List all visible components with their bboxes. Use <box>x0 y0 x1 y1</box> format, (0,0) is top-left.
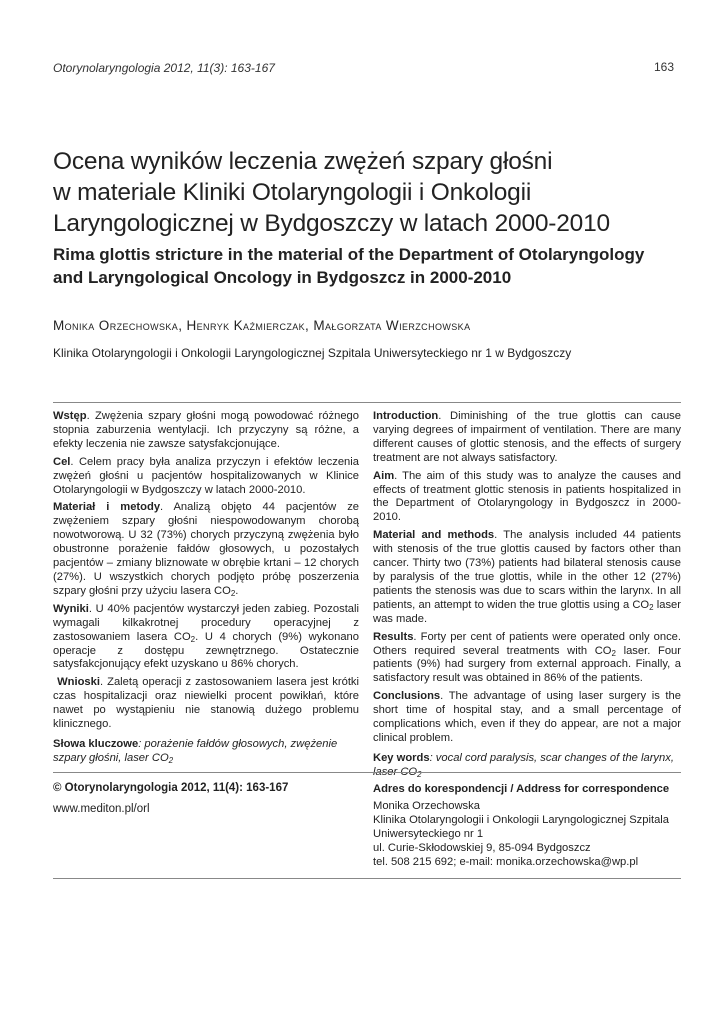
correspondence-line: Monika Orzechowska <box>373 800 480 812</box>
abstract-en-intro <box>373 410 681 466</box>
page-number: 163 <box>653 60 674 74</box>
title-polish <box>53 146 693 239</box>
keywords-label: Słowa kluczowe <box>53 737 139 750</box>
title-english <box>53 243 693 289</box>
section-label: Introduction <box>373 410 439 422</box>
subscript: 2 <box>190 634 196 644</box>
title-english-line: and Laryngological Oncology in Bydgoszcz in 2000-2010 <box>53 268 512 287</box>
subscript: 2 <box>417 769 422 779</box>
section-label: Results <box>373 630 414 643</box>
correspondence-line: Uniwersyteckiego nr 1 <box>373 828 484 840</box>
section-text: . Zaletą operacji z zastosowaniem lasera jest krótki czas hospitalizacji oraz niewielki procent powikłań, które nawet po wystąpieniu nie stanowią dużego problemu klinicznego. <box>53 676 360 731</box>
abstract-pl-methods <box>53 501 359 598</box>
section-text: . Diminishing of the true glottis can cause varying degrees of impairment of ventilation. There are many different causes of glottic stenosis, and the effects of surgery treatment are not always satisfactory. <box>373 410 681 464</box>
abstract-en-keywords <box>373 752 681 780</box>
section-text: . The advantage of using laser surgery is the short time of hospital stay, and a small percentage of complications which, even if they do appear, are not a major clinical problem. <box>373 690 681 744</box>
abstract-polish <box>53 410 359 770</box>
keywords-text: : vocal cord paralysis, scar changes of the larynx, laser CO <box>373 751 674 778</box>
abstract-pl-keywords <box>53 738 359 766</box>
authors: Monika Orzechowska, Henryk Kaźmierczak, Małgorzata Wierzchowska <box>53 318 471 333</box>
abstract-pl-aim <box>53 456 359 498</box>
title-english-line: Rima glottis stricture in the material of the Department of Otolaryngology <box>53 245 645 264</box>
divider-top <box>53 402 681 403</box>
section-text: laser was made. <box>373 598 681 625</box>
section-text: . U 40% pacjentów wystarczył jeden zabieg. Pozostali wymagali kilkakrotnej procedury operacyjnej z zastosowaniem lasera CO <box>53 602 359 643</box>
copyright: © Otorynolaryngologia 2012, 11(4): 163-167 <box>53 782 289 794</box>
correspondence-heading: Adres do korespondencji / Address for correspondence <box>373 783 670 795</box>
correspondence-email[interactable]: tel. 508 215 692; e-mail: monika.orzechowska@wp.pl <box>373 856 639 868</box>
abstract-pl-intro <box>53 410 359 452</box>
correspondence-line: Klinika Otolaryngologii i Onkologii Laryngologicznej Szpitala <box>373 814 670 826</box>
section-text: laser. Four patients (9%) had surgery from external approach. Finally, a satisfactory result was obtained in 86% of the patients. <box>373 644 681 685</box>
abstract-en-methods <box>373 529 681 626</box>
subscript: 2 <box>230 588 236 598</box>
keywords-label: Key words <box>373 751 430 764</box>
section-text: . U 4 chorych (9%) wykonano operacje z dostępu zewnętrznego. Ostatecznie satysfakcjonujący efekt uzyskano u 86% chorych. <box>53 630 359 671</box>
journal-reference: Otorynolaryngologia 2012, 11(3): 163-167 <box>53 61 275 75</box>
abstract-pl-results <box>53 603 359 673</box>
website-link[interactable]: www.mediton.pl/orl <box>53 803 150 815</box>
title-polish-line: w materiale Kliniki Otolaryngologii i Onkologii <box>53 179 532 206</box>
section-text: . Forty per cent of patients were operated only once. Others required several treatments with CO <box>373 630 681 657</box>
subscript: 2 <box>649 602 654 612</box>
section-label: Materiał i metody <box>53 501 161 514</box>
abstract-english <box>373 410 681 784</box>
section-label: Wyniki <box>53 602 89 615</box>
abstract-en-aim <box>373 470 681 526</box>
title-polish-line: Laryngologicznej w Bydgoszczy w latach 2000-2010 <box>53 210 610 237</box>
correspondence <box>373 782 683 869</box>
subscript: 2 <box>168 755 174 765</box>
affiliation: Klinika Otolaryngologii i Onkologii Laryngologicznej Szpitala Uniwersyteckiego nr 1 w Bydgoszczy <box>53 346 572 360</box>
section-label: Wnioski <box>57 676 100 689</box>
section-text: . Celem pracy była analiza przyczyn i efektów leczenia zwężeń głośni u pacjentów hospitalizowanych w Klinice Otolaryngologii w Bydgoszczy w latach 2000-2010. <box>53 455 359 496</box>
section-text: . Zwężenia szpary głośni mogą powodować różnego stopnia zaburzenia wentylacji. Ich przyczyny są różne, a efekty leczenia nie zawsze satysfakcjonujące. <box>53 410 359 450</box>
abstract-en-results <box>373 631 681 687</box>
keywords-text: : porażenie fałdów głosowych, zwężenie szpary głośni, laser CO <box>53 737 338 764</box>
section-label: Aim <box>373 469 395 482</box>
abstract-en-conclusions <box>373 690 681 746</box>
section-text: . The analysis included 44 patients with stenosis of the true glottis caused by factors other than cancer. Thirty two (73%) patients had bilateral stenosis cause by paralysis of the true glottis, while in the other 12 (27%) patients the stenosis was due to scars within the larynx. In all patients, an attempt to widen the true glottis using a CO <box>373 529 681 611</box>
divider-bottom <box>53 878 681 879</box>
section-text: . Analizą objęto 44 pacjentów ze zwężeniem szpary głośni niespowodowanym chorobą nowotworową. U 32 (73%) chorych przyczyną zwężenia było obustronne porażenie fałdów głosowych, u pozostałych pacjentów – zmiany bliznowate w obrębie krtani – 12 chorych (27%). U wszystkich chorych podjęto próbę poszerzenia szpary głośni przy użyciu lasera CO <box>53 501 360 597</box>
title-polish-line: Ocena wyników leczenia zwężeń szpary głośni <box>53 148 553 175</box>
abstract-pl-conclusions <box>53 676 359 732</box>
section-text: . <box>235 584 239 597</box>
subscript: 2 <box>611 648 616 658</box>
section-text: . The aim of this study was to analyze the causes and effects of treatment glottic stenosis in patients hospitalized in the Department of Otolaryngology in Bydgoszcz in 2000-2010. <box>373 469 681 524</box>
correspondence-line: ul. Curie-Skłodowskiej 9, 85-094 Bydgoszcz <box>373 842 591 854</box>
section-label: Wstęp <box>53 410 87 422</box>
section-label: Material and methods <box>373 529 495 542</box>
section-label: Cel <box>53 455 71 468</box>
section-label: Conclusions <box>373 690 441 703</box>
divider-middle <box>53 772 681 773</box>
